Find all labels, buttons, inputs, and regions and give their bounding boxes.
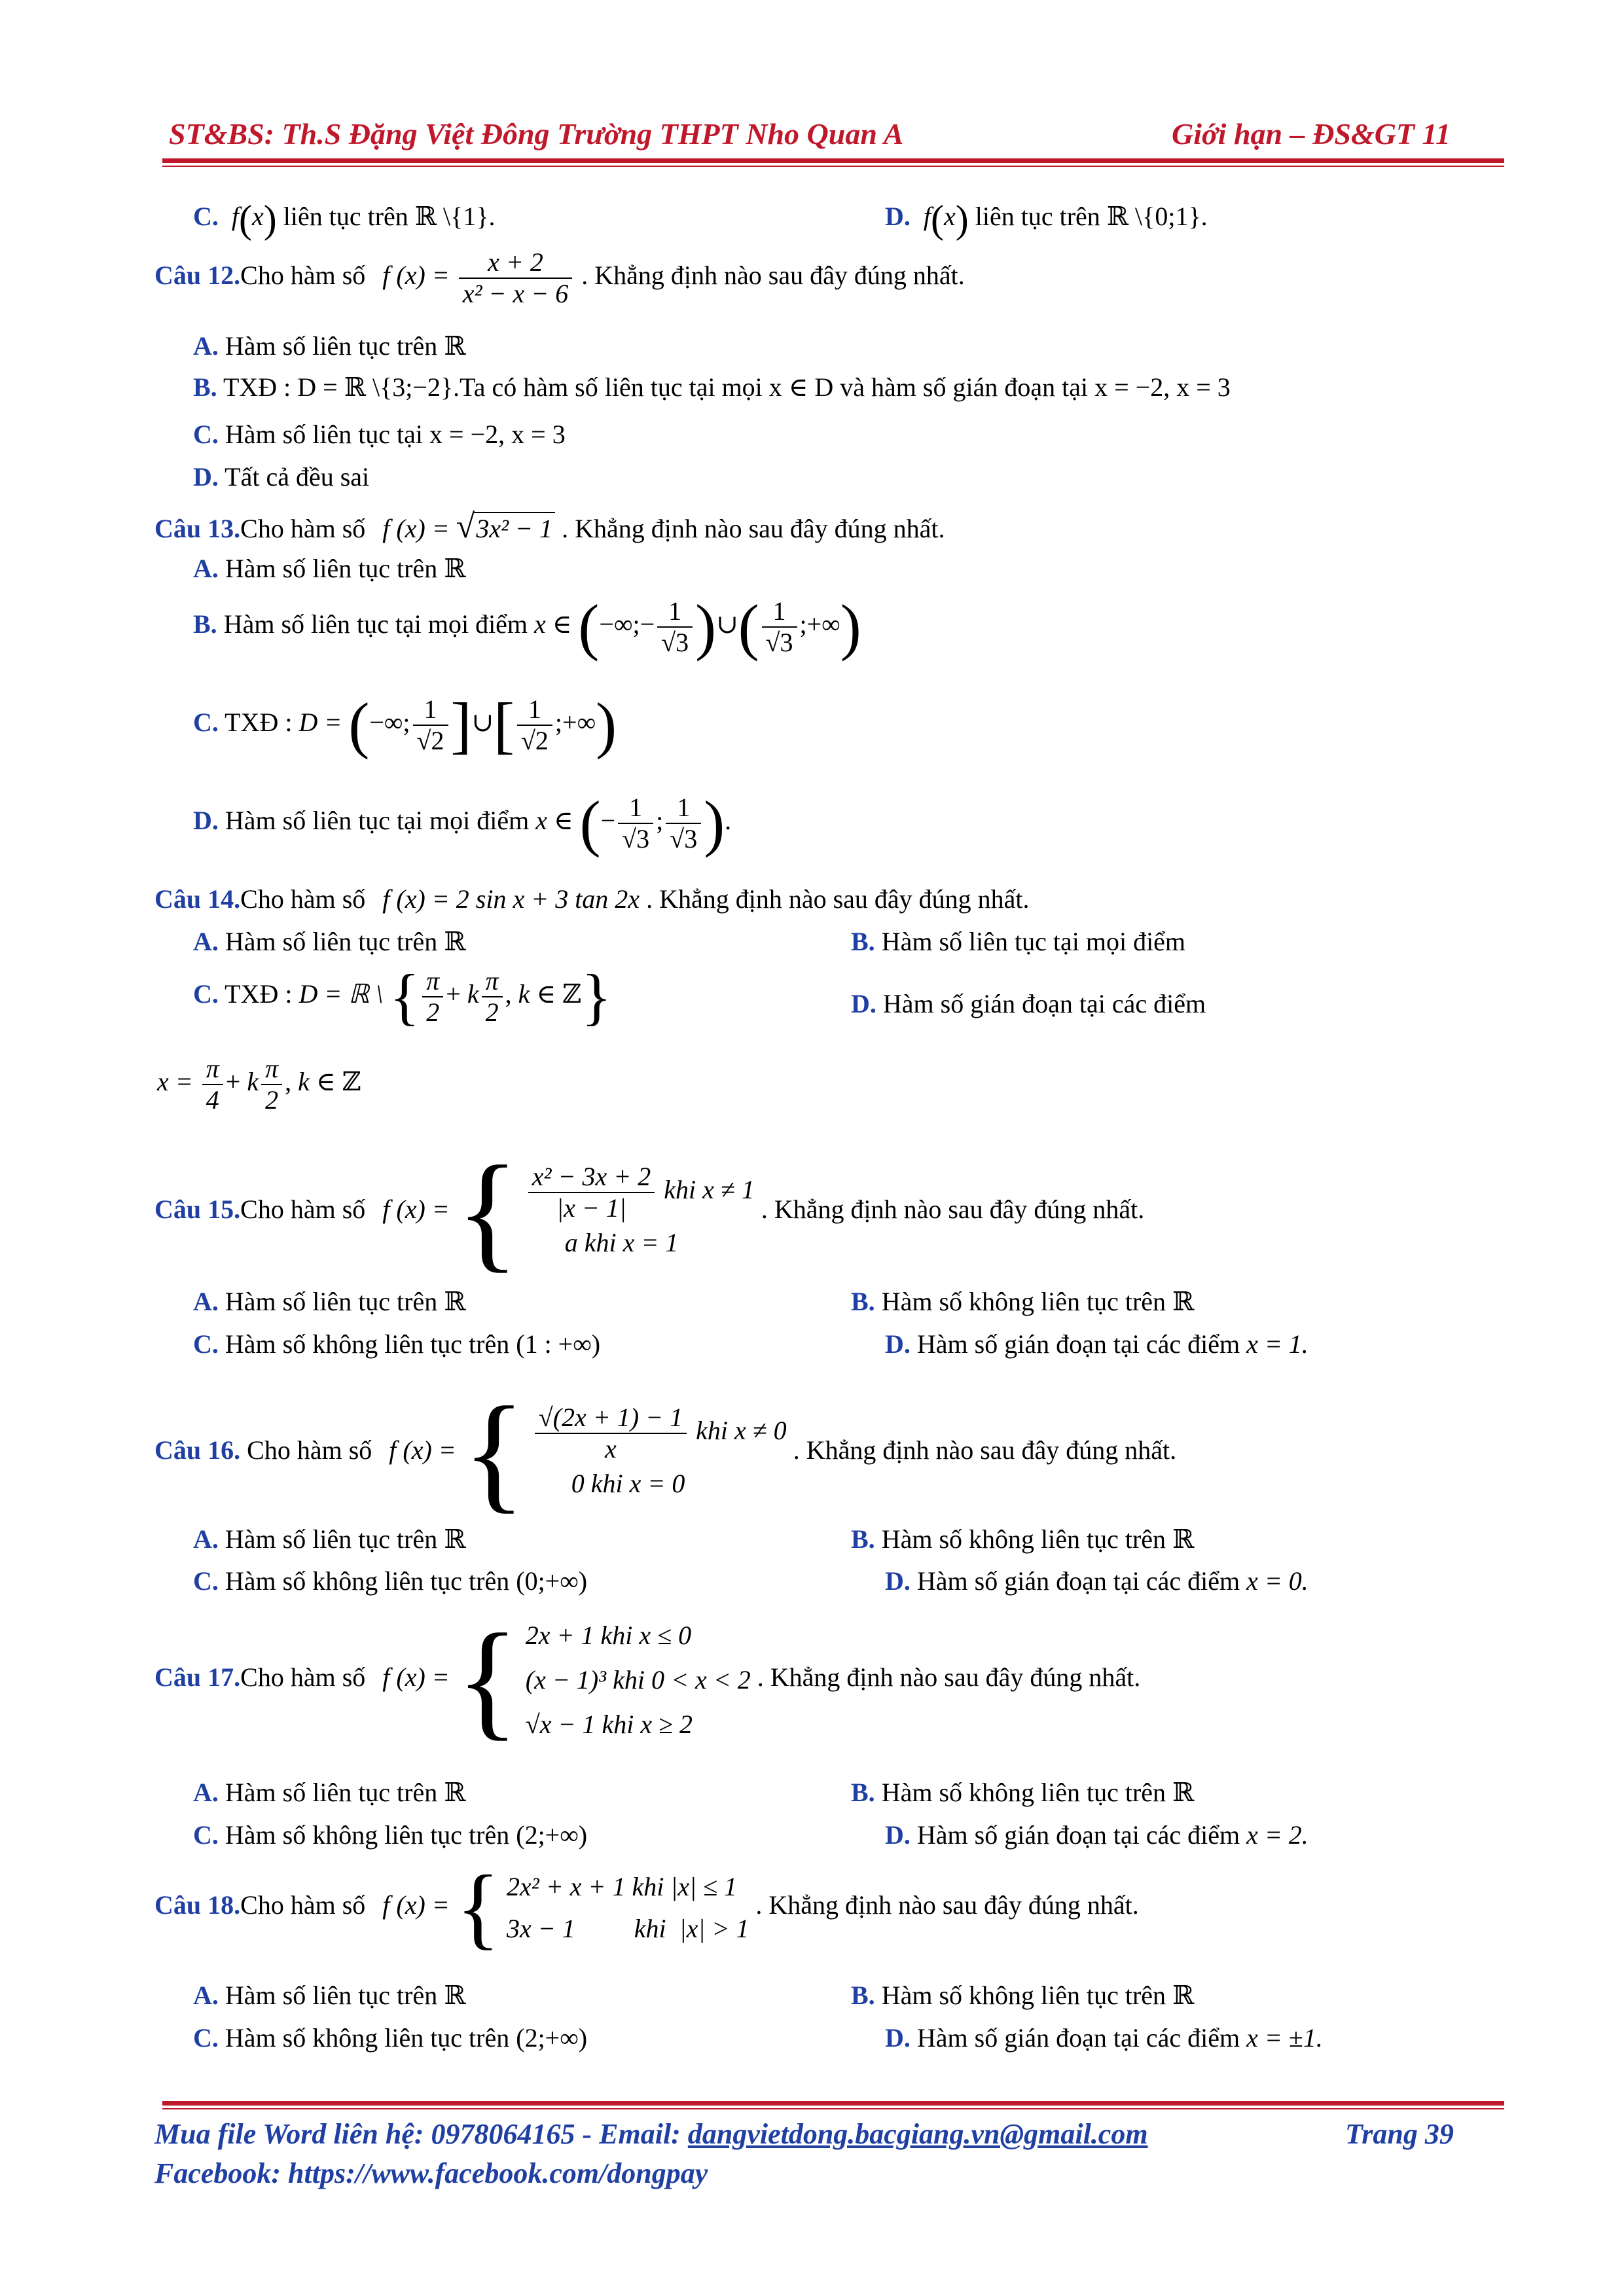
q15-stem: Câu 15.Cho hàm số f (x) = { $\frac{\text{x² − 3x + 2}}{|x - 1|}$ khi x ≠ 1 a khi x = 1 . Khẳng định nào sau đây đúng nhất.	[154, 1139, 1145, 1284]
q14-stem: Câu 14.Cho hàm số f (x) = 2 sin x + 3 tan 2x . Khẳng định nào sau đây đúng nhất.	[154, 884, 1030, 914]
q12-option-a: A. Hàm số liên tục trên ℝ	[193, 331, 466, 361]
q17-option-a: A. Hàm số liên tục trên ℝ	[193, 1778, 466, 1807]
q18-option-a: A. Hàm số liên tục trên ℝ	[193, 1981, 466, 2010]
footer-rule	[162, 2101, 1504, 2106]
footer-email-link[interactable]: dangvietdong.bacgiang.vn@gmail.com	[687, 2118, 1148, 2150]
q14-option-b: B. Hàm số liên tục tại mọi điểm	[851, 927, 1186, 956]
q12-option-c: C. Hàm số liên tục tại x = −2, x = 3	[193, 420, 566, 449]
footer-page-number: Trang 39	[1345, 2118, 1454, 2150]
q14-option-d-continued: x = $\frac{\pi}{4}$ + k $\frac{\pi}{2}$ , k ∈ ℤ	[157, 1054, 361, 1115]
footer-rule-thin	[162, 2108, 1504, 2109]
header-left: ST&BS: Th.S Đặng Việt Đông Trường THPT Nho Quan A	[169, 117, 904, 151]
q14-option-a: A. Hàm số liên tục trên ℝ	[193, 927, 466, 956]
q17-option-c: C. Hàm số không liên tục trên (2;+∞)	[193, 1820, 588, 1850]
q13-stem: Câu 13.Cho hàm số f (x) = √3x² − 1 . Khẳng định nào sau đây đúng nhất.	[154, 508, 945, 545]
q16-option-d: D. Hàm số gián đoạn tại các điểm x = 0.	[885, 1566, 1308, 1596]
q13-option-a: A. Hàm số liên tục trên ℝ	[193, 554, 466, 583]
q16-stem: Câu 16. Cho hàm số f (x) = { $\frac{√(2x + 1) - 1}{x}$ khi x ≠ 0 0 khi x = 0 . Khẳng định nào sau đây đúng nhất.	[154, 1380, 1177, 1525]
q13-option-d: D. Hàm số liên tục tại mọi điểm x ∈ (− $\frac{1}{√3}$ ; $\frac{1}{√3}$ ).	[193, 788, 732, 858]
q15-option-d: D. Hàm số gián đoạn tại các điểm x = 1.	[885, 1329, 1308, 1359]
q14-option-d: D. Hàm số gián đoạn tại các điểm	[851, 989, 1206, 1018]
q13-option-c: C. TXĐ : D = (−∞; $\frac{1}{√2}$ ]∪[ $\frac{1}{√2}$ ;+∞)	[193, 690, 617, 760]
q17-option-b: B. Hàm số không liên tục trên ℝ	[851, 1778, 1195, 1807]
q15-option-b: B. Hàm số không liên tục trên ℝ	[851, 1287, 1195, 1316]
footer-facebook[interactable]: Facebook: https://www.facebook.com/dongpay	[154, 2157, 708, 2189]
q11-option-c: C. f(x) liên tục trên ℝ \{1}.	[193, 198, 496, 241]
q18-stem: Câu 18.Cho hàm số f (x) = { 2x² + x + 1 khi |x| ≤ 1 3x − 1 khi |x| > 1 . Khẳng định nào sau đây đúng nhất.	[154, 1857, 1139, 1958]
q17-stem: Câu 17.Cho hàm số f (x) = { 2x + 1 khi x ≤ 0 (x − 1)³ khi 0 < x < 2 √x − 1 khi x ≥ 2 . Khẳng định nào sau đây đúng nhất.	[154, 1607, 1141, 1752]
q16-option-b: B. Hàm số không liên tục trên ℝ	[851, 1524, 1195, 1554]
q14-option-c: C. TXĐ : D = ℝ \ { $\frac{\pi}{2}$ + k $\frac{\pi}{2}$ , k ∈ ℤ}	[193, 961, 612, 1031]
footer-contact: Mua file Word liên hệ: 0978064165 - Email: dangvietdong.bacgiang.vn@gmail.com	[154, 2118, 1148, 2150]
q16-option-c: C. Hàm số không liên tục trên (0;+∞)	[193, 1566, 588, 1596]
q18-option-b: B. Hàm số không liên tục trên ℝ	[851, 1981, 1195, 2010]
header-right: Giới hạn – ĐS&GT 11	[1172, 117, 1451, 151]
q12-option-b: B. TXĐ : D = ℝ \{3;−2}.Ta có hàm số liên tục tại mọi x ∈ D và hàm số gián đoạn tại x = −2, x = 3	[193, 372, 1231, 402]
q12-option-d: D. Tất cả đều sai	[193, 462, 370, 492]
q15-option-a: A. Hàm số liên tục trên ℝ	[193, 1287, 466, 1316]
q12-stem: Câu 12.Cho hàm số f (x) = $\frac{x + 2}{\text{x² − x − 6}}$ . Khẳng định nào sau đây đúng nhất.	[154, 247, 965, 308]
q13-option-b: B. Hàm số liên tục tại mọi điểm x ∈ (−∞;− $\frac{1}{√3}$ )∪( $\frac{1}{√3}$ ;+∞)	[193, 592, 861, 662]
q18-option-c: C. Hàm số không liên tục trên (2;+∞)	[193, 2023, 588, 2053]
q18-option-d: D. Hàm số gián đoạn tại các điểm x = ±1.	[885, 2023, 1323, 2053]
q16-option-a: A. Hàm số liên tục trên ℝ	[193, 1524, 466, 1554]
header-rule-thin	[162, 166, 1504, 167]
q11-option-d: D. f(x) liên tục trên ℝ \{0;1}.	[885, 198, 1208, 241]
q17-option-d: D. Hàm số gián đoạn tại các điểm x = 2.	[885, 1820, 1308, 1850]
q15-option-c: C. Hàm số không liên tục trên (1 : +∞)	[193, 1329, 601, 1359]
header-rule	[162, 158, 1504, 163]
